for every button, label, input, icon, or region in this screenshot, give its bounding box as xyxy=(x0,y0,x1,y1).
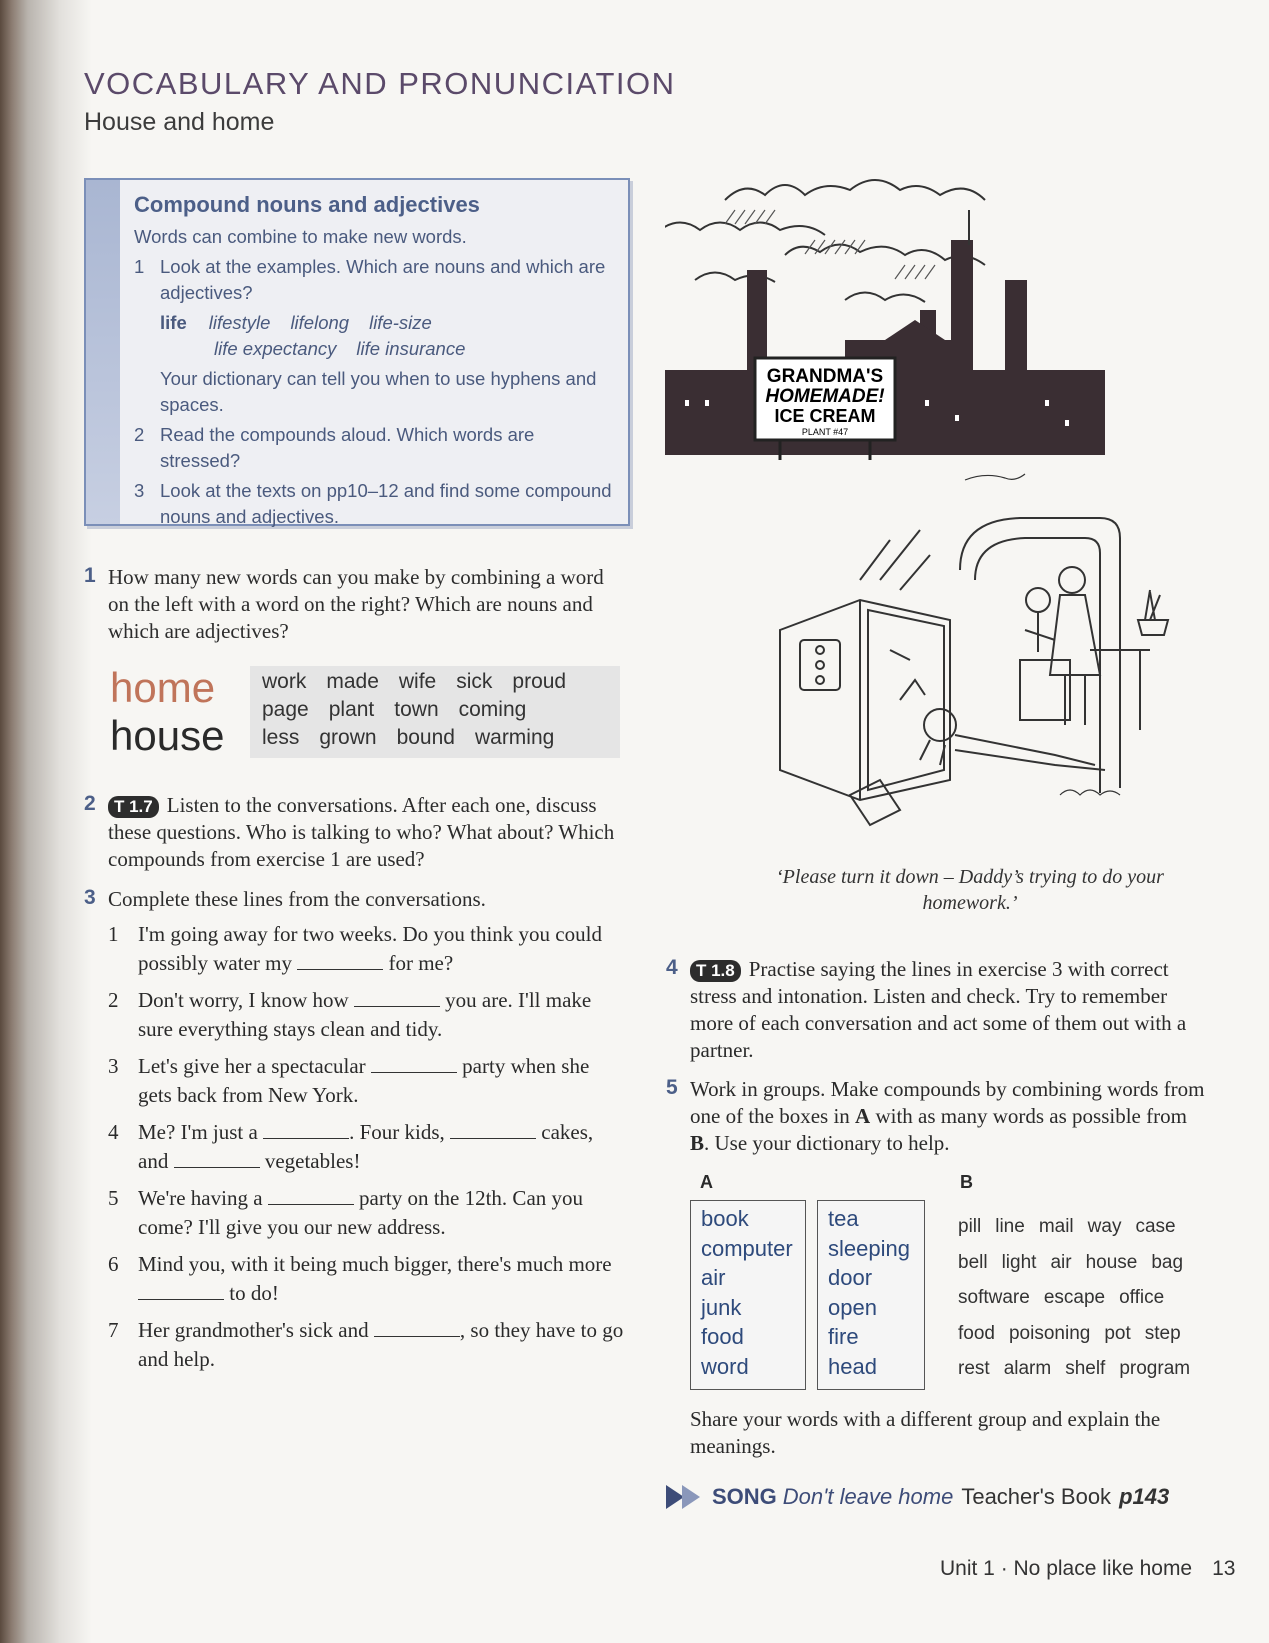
exercise-2 xyxy=(108,792,618,873)
box-a-1 xyxy=(690,1200,806,1390)
box-b-word: air xyxy=(1050,1252,1072,1273)
sentence-text: Mind you, with it being much bigger, there's much more xyxy=(138,1252,612,1276)
box-b-row-3 xyxy=(958,1287,1178,1309)
box-b-word: food xyxy=(958,1323,995,1344)
box-a-heading: A xyxy=(700,1172,713,1192)
sentence-text: vegetables! xyxy=(264,1149,361,1173)
box-b-word: bell xyxy=(958,1252,988,1273)
life-example: life-size xyxy=(369,312,432,333)
cartoon-caption: ‘Please turn it down – Daddy’s trying to do your homework.’ xyxy=(776,866,1164,914)
life-examples-row-2 xyxy=(134,336,616,362)
box-item-1-num: 1 xyxy=(134,256,145,277)
potted-plant xyxy=(1138,590,1168,635)
grid-word: sick xyxy=(456,670,493,693)
artist-signature xyxy=(1060,790,1120,795)
answer-blank[interactable] xyxy=(138,1282,224,1300)
box-word: tea xyxy=(828,1206,859,1231)
sign-line-4: PLANT #47 xyxy=(801,427,849,437)
grid-word: plant xyxy=(328,698,375,721)
box-item-3-text: Look at the texts on pp10–12 and find some compound nouns and adjectives. xyxy=(160,480,612,527)
compound-info-box xyxy=(84,178,630,526)
section-subtitle: House and home xyxy=(84,108,275,136)
box-b-word: light xyxy=(1001,1252,1037,1273)
life-example: lifelong xyxy=(290,312,350,333)
tv-family-cartoon xyxy=(760,510,1200,860)
box-word: air xyxy=(701,1265,726,1290)
box-b-word: office xyxy=(1119,1287,1165,1308)
sentence-number: 3 xyxy=(108,1054,119,1078)
sentence-text: Me? I'm just a xyxy=(138,1120,258,1144)
grid-word: grown xyxy=(319,726,377,749)
box-b-word: alarm xyxy=(1003,1358,1052,1379)
box-word: junk xyxy=(701,1294,742,1320)
word-grid xyxy=(250,666,620,758)
sentence-number: 5 xyxy=(108,1186,119,1210)
song-title: Don't leave home xyxy=(782,1484,954,1509)
sentence-3 xyxy=(108,1052,628,1110)
sentence-5 xyxy=(108,1184,628,1242)
box-word: door xyxy=(828,1265,873,1290)
sentence-text: cakes, and xyxy=(138,1120,594,1173)
life-example: life insurance xyxy=(356,338,466,359)
grid-word: made xyxy=(326,670,379,693)
answer-blank[interactable] xyxy=(268,1187,354,1205)
box-b-row-4 xyxy=(958,1323,1195,1345)
box-item-3-num: 3 xyxy=(134,480,145,501)
box-word: word xyxy=(701,1353,749,1379)
exercise-5-bold: B xyxy=(690,1131,705,1155)
box-word: sleeping xyxy=(828,1235,910,1261)
sentence-number: 7 xyxy=(108,1318,119,1342)
sign-line-1: GRANDMA'S xyxy=(766,366,884,387)
song-label: SONG xyxy=(712,1484,777,1509)
sentence-number: 4 xyxy=(108,1120,119,1144)
house-word: house xyxy=(110,712,225,759)
exercise-5 xyxy=(690,1076,1210,1157)
grid-word: warming xyxy=(474,726,555,749)
song-ref: Teacher's Book xyxy=(961,1484,1112,1509)
box-side-bar xyxy=(86,180,120,524)
box-item-2-num: 2 xyxy=(134,424,145,445)
box-b-word: program xyxy=(1119,1358,1191,1379)
sentence-number: 6 xyxy=(108,1252,119,1276)
sentence-text: you are. I'll make sure everything stays clean and tidy. xyxy=(138,988,592,1041)
sentence-text: We're having a xyxy=(138,1186,263,1210)
box-word: computer xyxy=(701,1235,793,1261)
box-b-word: escape xyxy=(1043,1287,1106,1308)
grid-word: bound xyxy=(396,726,455,749)
sentence-text: I'm going away for two weeks. Do you think you could possibly water my xyxy=(138,922,602,975)
sentence-text: to do! xyxy=(229,1281,279,1305)
box-b-word: software xyxy=(958,1287,1030,1308)
box-a-2 xyxy=(817,1200,925,1390)
home-word: home xyxy=(110,664,216,711)
exercise-5-bold: A xyxy=(855,1104,871,1128)
answer-blank[interactable] xyxy=(354,989,440,1007)
sign-line-3: ICE CREAM xyxy=(774,406,876,426)
factory-cartoon xyxy=(665,170,1105,500)
song-reference xyxy=(666,1484,1169,1510)
box-item-1 xyxy=(134,254,616,306)
play-arrow-icon xyxy=(682,1485,700,1509)
exercise-4-number: 4 xyxy=(666,956,678,979)
sentence-text: party when she gets back from New York. xyxy=(138,1054,590,1107)
box-b-word: case xyxy=(1135,1216,1176,1237)
track-badge: T 1.7 xyxy=(108,796,159,818)
box-b-word: step xyxy=(1144,1323,1181,1344)
exercise-2-text: Listen to the conversations. After each one, discuss these questions. Who is talking to who? What about? Which compounds from exercise 1 are used? xyxy=(108,793,615,871)
lying-child xyxy=(920,709,1105,770)
sentence-text: . Four kids, xyxy=(349,1120,445,1144)
box-b-row-2 xyxy=(958,1252,1197,1274)
unit-label: Unit 1 · No place like home xyxy=(940,1557,1193,1580)
box-word: head xyxy=(828,1353,877,1379)
sentence-text: Let's give her a spectacular xyxy=(138,1054,366,1078)
grid-word: town xyxy=(394,698,439,721)
sentence-number: 1 xyxy=(108,922,119,946)
sentence-text: Don't worry, I know how xyxy=(138,988,349,1012)
box-word: book xyxy=(701,1206,749,1231)
grid-word: coming xyxy=(458,698,527,721)
sentence-2 xyxy=(108,986,628,1044)
box-b-word: line xyxy=(995,1216,1025,1237)
exercise-4 xyxy=(690,956,1210,1064)
sentence-6 xyxy=(108,1250,628,1308)
exercise-5-text: Work in groups. Make compounds by combining words from one of the boxes in xyxy=(690,1077,1205,1128)
box-b-heading: B xyxy=(960,1172,973,1192)
box-b-word: mail xyxy=(1038,1216,1074,1237)
box-b-row-1 xyxy=(958,1216,1190,1238)
exercise-1-number: 1 xyxy=(84,564,96,587)
grid-word: less xyxy=(262,726,300,749)
exercise-1-text: How many new words can you make by combining a word on the left with a word on the right? Which are nouns and which are adjectives? xyxy=(108,565,604,643)
smoke-hatching xyxy=(725,210,935,279)
box-intro: Words can combine to make new words. xyxy=(134,226,467,247)
sentence-7 xyxy=(108,1316,628,1374)
box-b-word: pill xyxy=(958,1216,982,1237)
grid-word: page xyxy=(262,698,309,721)
box-b-word: way xyxy=(1087,1216,1122,1237)
section-title: VOCABULARY AND PRONUNCIATION xyxy=(84,66,676,101)
box-item-2 xyxy=(134,422,616,474)
word-grid-row-3 xyxy=(262,726,574,750)
box-b-word: rest xyxy=(958,1358,990,1379)
exercise-3-text: Complete these lines from the conversations. xyxy=(108,887,486,911)
exercise-4-text: Practise saying the lines in exercise 3 with correct stress and intonation. Listen and check. Try to remember more of each conversation and act some of them out with a partner. xyxy=(690,957,1187,1062)
song-page: p143 xyxy=(1119,1484,1170,1509)
exercise-5-number: 5 xyxy=(666,1076,678,1099)
box-item-3 xyxy=(134,478,616,530)
sentence-text: Her grandmother's sick and xyxy=(138,1318,369,1342)
box-b-word: pot xyxy=(1104,1323,1131,1344)
standing-woman xyxy=(1050,567,1100,725)
box-word: fire xyxy=(828,1324,859,1349)
word-grid-row-2 xyxy=(262,698,546,722)
box-b-row-5 xyxy=(958,1358,1204,1380)
exercise-5-text: with as many words as possible from xyxy=(875,1104,1187,1128)
box-b-word: shelf xyxy=(1065,1358,1106,1379)
artist-signature xyxy=(965,474,1025,480)
grid-word: wife xyxy=(398,670,437,693)
grid-word: work xyxy=(262,670,307,693)
answer-blank[interactable] xyxy=(371,1055,457,1073)
exercise-3-number: 3 xyxy=(84,886,96,909)
grid-word: proud xyxy=(512,670,567,693)
book-on-floor xyxy=(850,780,900,825)
box-item-1-text: Look at the examples. Which are nouns and which are adjectives? xyxy=(160,256,606,303)
tv-set xyxy=(780,600,950,800)
sentence-number: 2 xyxy=(108,988,119,1012)
share-text: Share your words with a different group and explain the meanings. xyxy=(690,1407,1161,1458)
box-title: Compound nouns and adjectives xyxy=(134,192,480,217)
life-example: lifestyle xyxy=(208,312,271,333)
track-badge: T 1.8 xyxy=(690,960,741,982)
answer-blank[interactable] xyxy=(374,1319,460,1337)
answer-blank[interactable] xyxy=(174,1150,260,1168)
life-examples-row-1 xyxy=(134,310,616,336)
box-b-word: bag xyxy=(1151,1252,1184,1273)
sentence-1 xyxy=(108,920,628,978)
exercise-2-number: 2 xyxy=(84,792,96,815)
answer-blank[interactable] xyxy=(450,1121,536,1139)
box-word: open xyxy=(828,1294,877,1320)
word-grid-row-1 xyxy=(262,670,586,694)
box-word: food xyxy=(701,1324,744,1349)
answer-blank[interactable] xyxy=(297,952,383,970)
box-item-2-text: Read the compounds aloud. Which words are stressed? xyxy=(160,424,535,471)
answer-blank[interactable] xyxy=(263,1121,349,1139)
sign-line-2: HOMEMADE! xyxy=(765,386,885,407)
page-number: 13 xyxy=(1212,1557,1236,1580)
dictionary-note: Your dictionary can tell you when to use hyphens and spaces. xyxy=(160,368,597,415)
life-example: life expectancy xyxy=(214,338,337,359)
box-b-word: poisoning xyxy=(1008,1323,1091,1344)
page-footer xyxy=(940,1557,1235,1581)
box-b-word: house xyxy=(1085,1252,1138,1273)
sentence-text: party on the 12th. Can you come? I'll give you our new address. xyxy=(138,1186,584,1239)
sentence-text: for me? xyxy=(388,951,454,975)
life-word: life xyxy=(160,312,187,333)
exercise-5-text: . Use your dictionary to help. xyxy=(704,1131,950,1155)
sentence-text: , so they have to go and help. xyxy=(138,1318,624,1371)
book-spine-shadow xyxy=(0,0,92,1643)
sentence-4 xyxy=(108,1118,628,1176)
